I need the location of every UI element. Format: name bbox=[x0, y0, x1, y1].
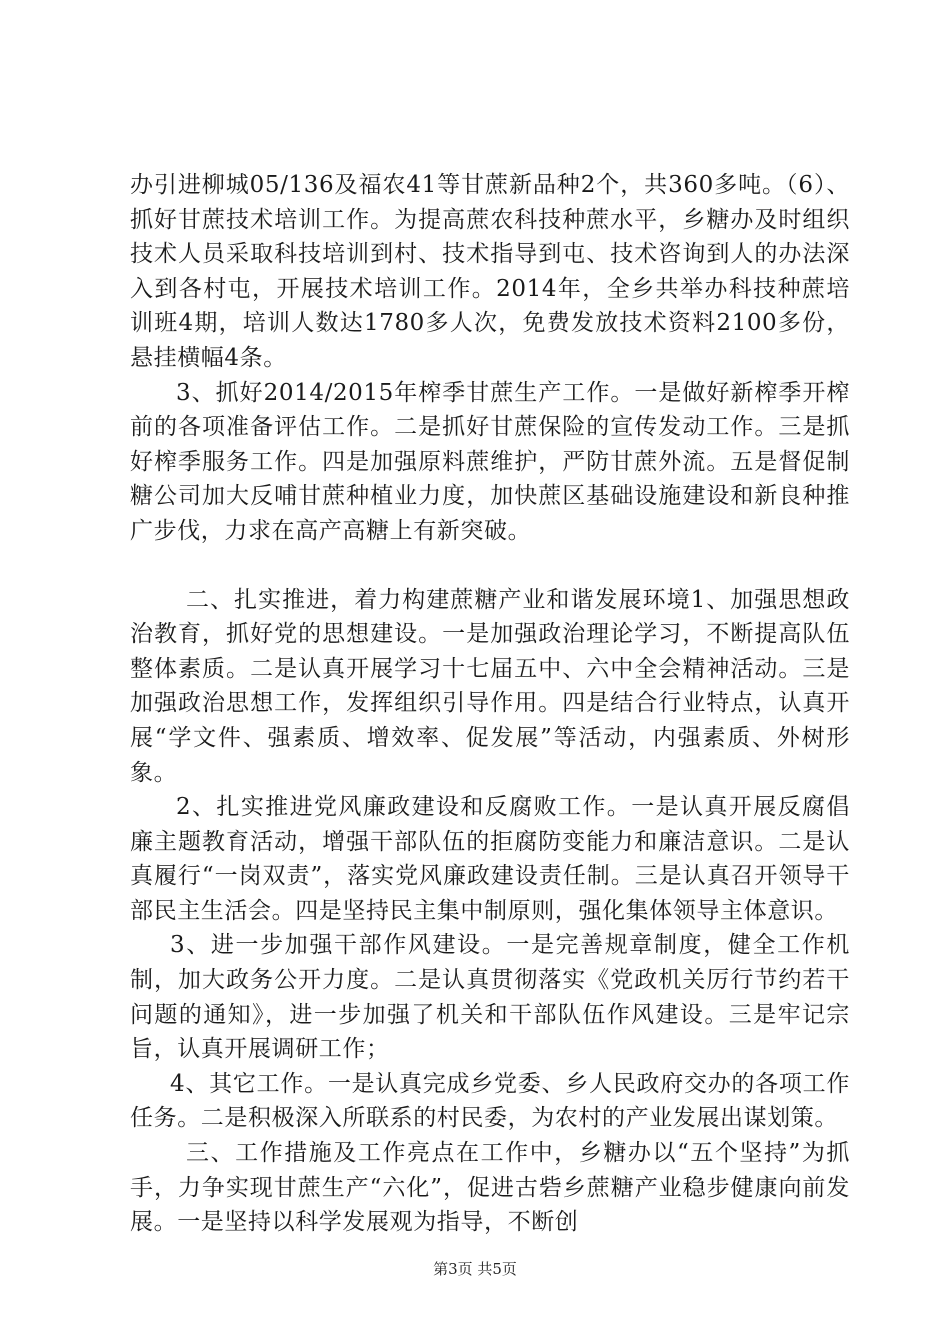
paragraph-anti-corruption: 2、扎实推进党风廉政建设和反腐败工作。一是认真开展反腐倡廉主题教育活动，增强干部队伍的拒腐防变能力和廉洁意识。二是认真履行“一岗双责”，落实党风廉政建设责任制。三是认真召开领导干部民主生活会。四是坚持民主集中制原则，强化集体领导主体意识。 bbox=[130, 794, 850, 924]
paragraph-other-work: 4、其它工作。一是认真完成乡党委、乡人民政府交办的各项工作任务。二是积极深入所联系的村民委，为农村的产业发展出谋划策。 bbox=[130, 1070, 850, 1132]
paragraph-section-two: 二、扎实推进，着力构建蔗糖产业和谐发展环境1、加强思想政治教育，抓好党的思想建设。一是加强政治理论学习，不断提高队伍整体素质。二是认真开展学习十七届五中、六中全会精神活动。三是加强政治思想工作，发挥组织引导作用。四是结合行业特点，认真开展“学文件、强素质、增效率、促发展”等活动，内强素质、外树形象。 bbox=[130, 586, 850, 786]
paragraph-seed-varieties-and-training: 办引进柳城05/136及福农41等甘蔗新品种2个，共360多吨。（6）、抓好甘蔗技术培训工作。为提高蔗农科技种蔗水平，乡糖办及时组织技术人员采取科技培训到村、技术指导到屯、技术咨询到人的办法深入到各村屯，开展技术培训工作。2014年，全乡共举办科技种蔗培训班4期，培训人数达1780多人次，免费发放技术资料2100多份，悬挂横幅4条。 bbox=[130, 172, 850, 371]
page-footer: 第3页 共5页 bbox=[433, 1260, 517, 1278]
paragraph-section-three: 三、工作措施及工作亮点在工作中，乡糖办以“五个坚持”为抓手，力争实现甘蔗生产“六化”，促进古砦乡蔗糖产业稳步健康向前发展。一是坚持以科学发展观为指导，不断创 bbox=[130, 1140, 850, 1236]
paragraph-cadre-style: 3、进一步加强干部作风建设。一是完善规章制度，健全工作机制，加大政务公开力度。二是认真贯彻落实《党政机关厉行节约若干问题的通知》，进一步加强了机关和干部队伍作风建设。三是牢记宗旨，认真开展调研工作； bbox=[130, 932, 850, 1063]
document-body bbox=[130, 168, 850, 1240]
paragraph-spacer bbox=[130, 549, 850, 583]
paragraph-crushing-season-work: 3、抓好2014/2015年榨季甘蔗生产工作。一是做好新榨季开榨前的各项准备评估工作。二是抓好甘蔗保险的宣传发动工作。三是抓好榨季服务工作。四是加强原料蔗维护，严防甘蔗外流。五是督促制糖公司加大反哺甘蔗种植业力度，加快蔗区基础设施建设和新良种推广步伐，力求在高产高糖上有新突破。 bbox=[130, 379, 850, 544]
